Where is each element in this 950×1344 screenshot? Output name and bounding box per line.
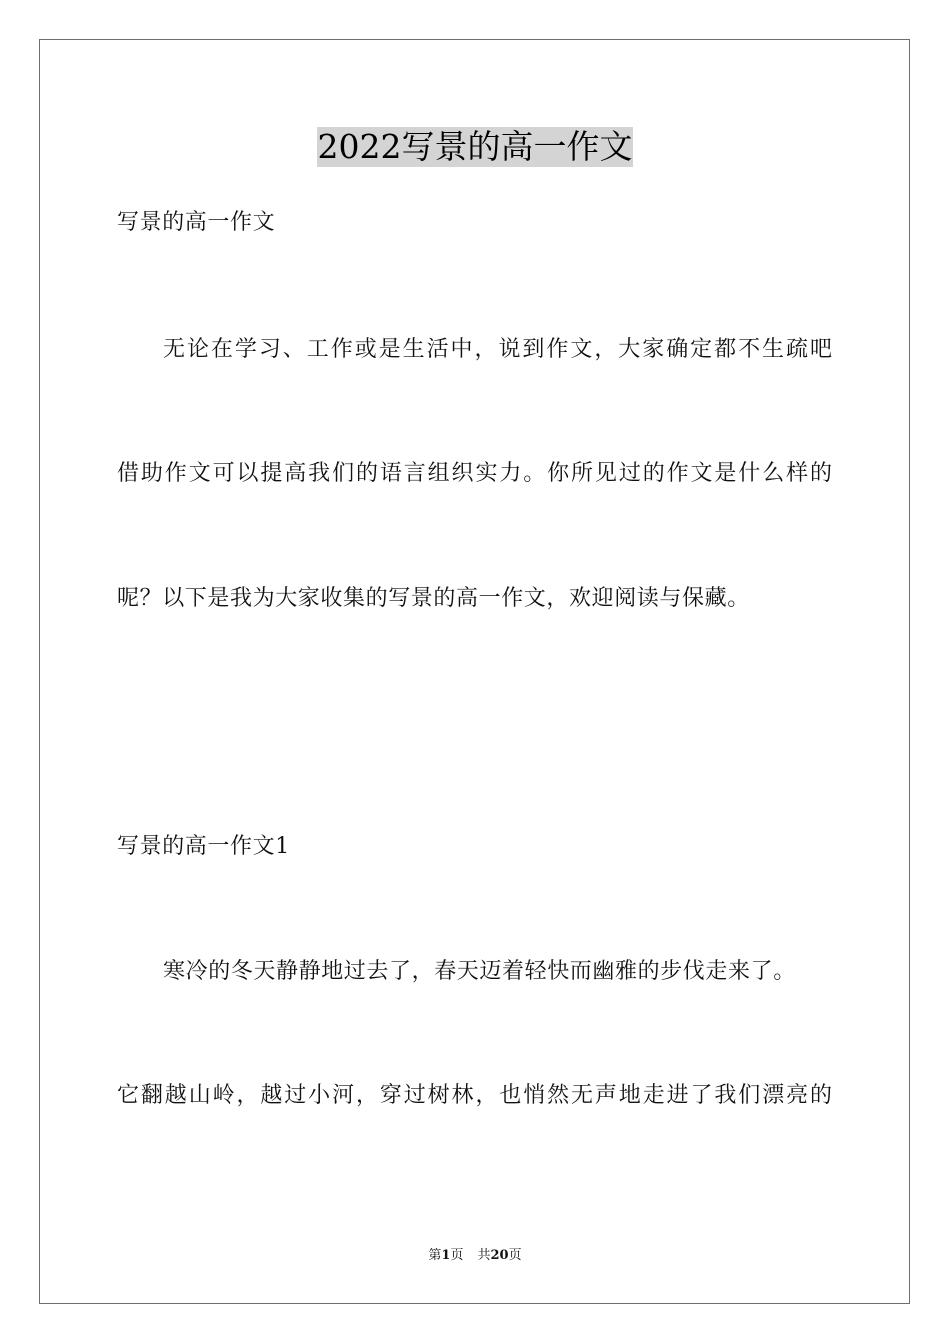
document-subtitle: 写景的高一作文 bbox=[117, 210, 276, 235]
footer-page-prefix: 第 bbox=[428, 1248, 442, 1263]
intro-line-1: 无论在学习、工作或是生活中，说到作文，大家确定都不生疏吧 bbox=[163, 337, 832, 362]
document-title: 2022写景的高一作文 bbox=[317, 127, 633, 166]
footer-page-suffix: 页 bbox=[450, 1248, 464, 1263]
footer-total-suffix: 页 bbox=[508, 1248, 522, 1263]
section1-heading: 写景的高一作文1 bbox=[117, 834, 290, 859]
intro-line-2: 借助作文可以提高我们的语言组织实力。你所见过的作文是什么样的 bbox=[117, 461, 832, 486]
page-footer bbox=[0, 1247, 950, 1265]
section1-line-2: 它翻越山岭，越过小河，穿过树林，也悄然无声地走进了我们漂亮的 bbox=[117, 1083, 832, 1108]
intro-line-3: 呢？以下是我为大家收集的写景的高一作文，欢迎阅读与保藏。 bbox=[117, 586, 750, 611]
document-title-wrapper bbox=[0, 127, 950, 167]
footer-total-prefix: 共 bbox=[477, 1248, 491, 1263]
section1-line-1: 寒冷的冬天静静地过去了，春天迈着轻快而幽雅的步伐走来了。 bbox=[163, 959, 796, 984]
footer-page-current: 1 bbox=[441, 1248, 451, 1263]
footer-page-total: 20 bbox=[490, 1248, 509, 1263]
